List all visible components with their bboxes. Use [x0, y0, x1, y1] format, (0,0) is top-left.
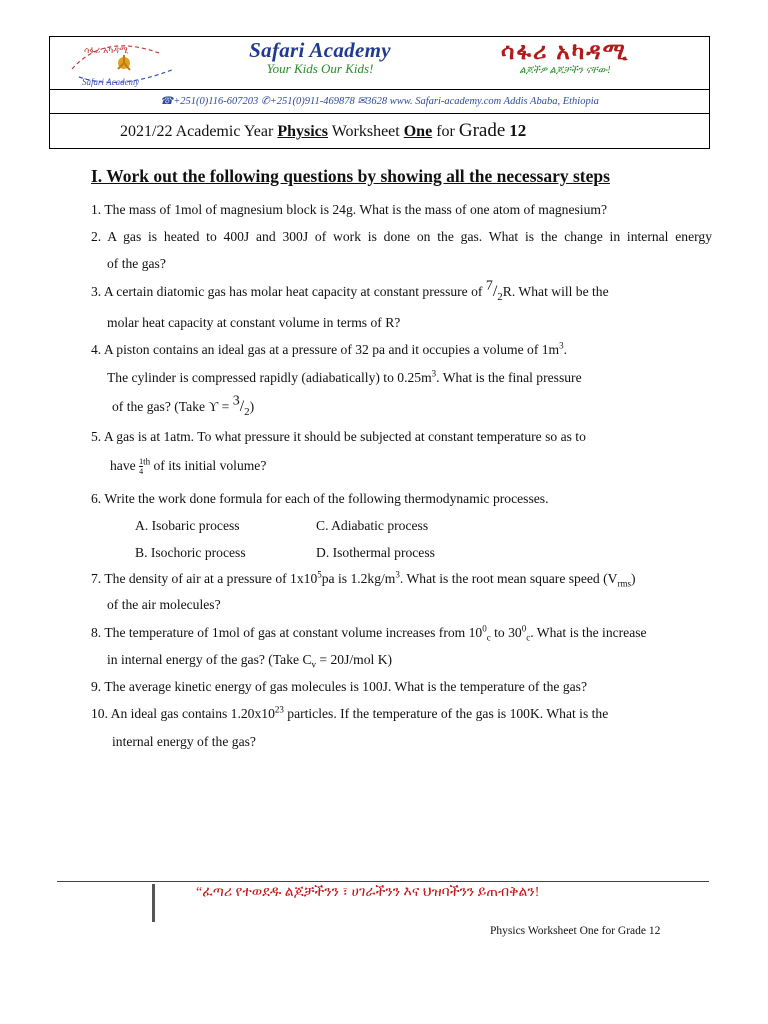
question-4-line-3: of the gas? (Take $ϒ = ^3/_2$): [112, 393, 255, 419]
question-10-line-2: internal energy of the gas?: [112, 734, 256, 749]
worksheet-number: One: [403, 123, 433, 140]
contact-line: ☎+251(0)116-607203 ✆+251(0)911-469878 ✉3628 www. Safari-academy.com Addis Ababa, Ethiopia: [50, 90, 709, 114]
option-c: C. Adiabatic process: [316, 518, 429, 533]
brand-block: [220, 38, 420, 77]
fraction-3-2: $^3/_2$: [232, 393, 250, 419]
footer-divider: [57, 881, 709, 882]
amharic-brand-block: [470, 39, 660, 76]
question-5-line-2: have $\frac{1}{4}$ $^{th}$ of its initial volume?: [110, 456, 267, 477]
header-brand-row: [50, 37, 709, 90]
option-d: D. Isothermal process: [316, 545, 435, 560]
question-3-line-2: molar heat capacity at constant volume in terms of R?: [107, 315, 401, 330]
section-title: I. Work out the following questions by showing all the necessary steps: [91, 166, 610, 186]
question-10-line-1: 10. An ideal gas contains $1.20x10^{23}$ particles. If the temperature of the gas is 100K. What is the: [91, 704, 609, 721]
fraction-1-4: $\frac{1}{4}$: [139, 457, 144, 477]
question-2-line-2: of the gas?: [107, 256, 166, 271]
school-motto: “ፈጣሪ የተወደዱ ልጆቻችንን ፣ ሀገራችንን እና ህዝባችንን ይጠብቅልን!: [196, 885, 540, 900]
option-a: A. Isobaric process: [135, 518, 240, 533]
question-4-line-2: The cylinder is compressed rapidly (adiabatically) to $0.25m^3$. What is the final pressure: [107, 368, 582, 385]
amharic-tagline: ልጆችዎ ልጆቻችን ናቸው!: [519, 65, 611, 76]
fraction-7-2: $^7/_2$: [485, 278, 503, 304]
question-9: 9. The average kinetic energy of gas molecules is 100J. What is the temperature of the gas?: [91, 679, 588, 694]
page-footer: Physics Worksheet One for Grade 12: [490, 925, 661, 937]
question-7-line-2: of the air molecules?: [107, 597, 221, 612]
safari-academy-logo: [64, 39, 194, 87]
for-word: for: [436, 123, 455, 140]
question-4-line-1: 4. A piston contains an ideal gas at a pressure of 32 pa and it occupies a volume of $1m^3$.: [91, 340, 568, 357]
question-8-line-1: 8. The temperature of 1mol of gas at constant volume increases from $10^0_c$ to $30^0_c$. What is the increase: [91, 623, 647, 643]
grade-word: Grade: [458, 120, 506, 141]
question-8-line-2: in internal energy of the gas? (Take $C_v = 20J/mol$ K): [107, 652, 393, 670]
worksheet-title: [50, 114, 709, 148]
academic-year: 2021/22 Academic Year: [120, 123, 274, 140]
footer-vertical-bar: [152, 884, 155, 922]
question-7-line-1: 7. The density of air at a pressure of $1x10^5pa$ is $1.2kg/m^3$. What is the root mean square speed $(V_{rms})$: [91, 569, 636, 589]
header-box: [49, 36, 710, 149]
question-6: 6. Write the work done formula for each of the following thermodynamic processes.: [91, 491, 549, 506]
question-5-line-1: 5. A gas is at 1atm. To what pressure it should be subjected at constant temperature so as to: [91, 429, 586, 444]
grade-number: 12: [509, 121, 527, 140]
amharic-brand-name: ሳፋሪ አካዳሚ: [500, 39, 630, 64]
subject: Physics: [277, 123, 328, 140]
svg-text:Safari Academy: Safari Academy: [82, 77, 140, 87]
question-3-line-1: 3. A certain diatomic gas has molar heat capacity at constant pressure of $^7/_2R$. What will be the: [91, 278, 609, 304]
worksheet-word: Worksheet: [331, 123, 400, 140]
brand-tagline: Your Kids Our Kids!: [266, 61, 374, 76]
question-1: 1. The mass of 1mol of magnesium block is 24g. What is the mass of one atom of magnesium?: [91, 202, 607, 217]
brand-name: Safari Academy: [249, 38, 391, 62]
option-b: B. Isochoric process: [135, 545, 246, 560]
svg-text:ሳፋሪ አካዳሚ: ሳፋሪ አካዳሚ: [84, 46, 129, 56]
question-2-line-1: 2. A gas is heated to 400J and 300J of work is done on the gas. What is the change in internal energy: [91, 229, 712, 244]
